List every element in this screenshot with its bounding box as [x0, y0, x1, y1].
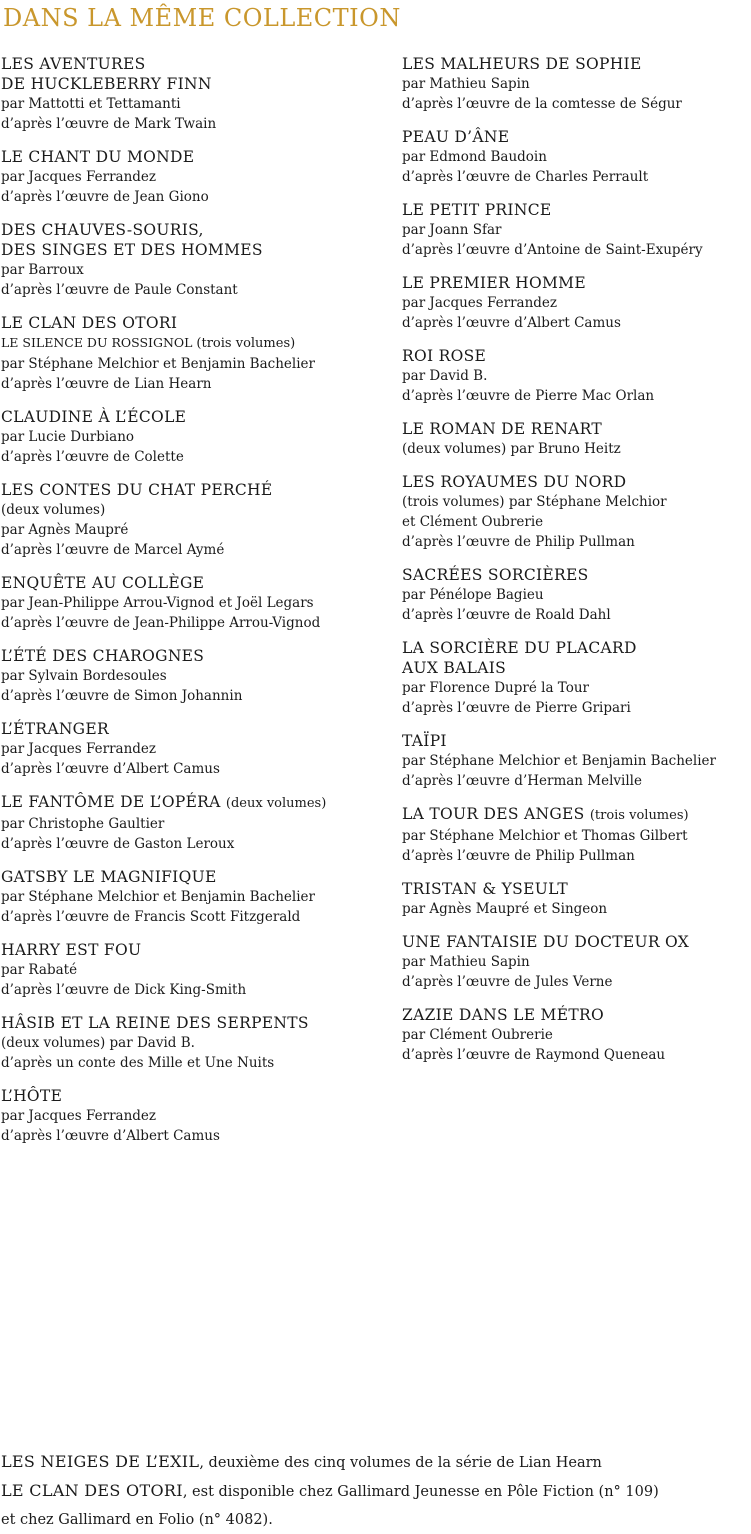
book-credit: d’après l’œuvre de Charles Perrault	[402, 169, 649, 185]
book-title	[1, 867, 381, 887]
book-entry	[402, 419, 749, 459]
book-credit: d’après l’œuvre de Mark Twain	[1, 116, 217, 132]
book-title	[402, 731, 749, 751]
book-title	[1, 480, 381, 500]
footer-note	[1, 1448, 751, 1534]
book-title	[402, 54, 749, 74]
book-credit: par Stéphane Melchior et Benjamin Bachelier	[1, 356, 315, 372]
book-credit: d’après l’œuvre de la comtesse de Ségur	[402, 96, 682, 112]
book-title-text: LA SORCIÈRE DU PLACARD	[402, 639, 637, 657]
book-title	[1, 573, 381, 593]
book-credit: par Jacques Ferrandez	[1, 741, 157, 757]
book-entry	[402, 346, 749, 406]
right-column	[402, 54, 749, 1078]
book-title	[1, 54, 381, 74]
book-credit: par Pénélope Bagieu	[402, 587, 544, 603]
book-credit: d’après l’œuvre de Jean-Philippe Arrou-Vignod	[1, 615, 321, 631]
book-title	[1, 147, 381, 167]
book-credit: par Mathieu Sapin	[402, 76, 530, 92]
book-credit: d’après l’œuvre de Raymond Queneau	[402, 1047, 666, 1063]
book-entry	[402, 879, 749, 919]
book-title-text: LES AVENTURES	[1, 55, 146, 73]
book-title	[1, 719, 381, 739]
book-title-text: LE CHANT DU MONDE	[1, 148, 195, 166]
book-credit: par Jacques Ferrandez	[1, 1108, 157, 1124]
book-credit: d’après l’œuvre de Dick King-Smith	[1, 982, 247, 998]
book-title	[1, 940, 381, 960]
book-title-text: L’HÔTE	[1, 1087, 63, 1105]
book-title-text: LE ROMAN DE RENART	[402, 420, 603, 438]
book-title-text: PEAU D’ÂNE	[402, 128, 510, 146]
book-title-text: ROI ROSE	[402, 347, 487, 365]
book-entry	[402, 200, 749, 260]
book-title-text: LE FANTÔME DE L’OPÉRA	[1, 793, 221, 811]
book-credit: par Mattotti et Tettamanti	[1, 96, 181, 112]
book-title-text: DES SINGES ET DES HOMMES	[1, 241, 263, 259]
book-credit: d’après l’œuvre d’Albert Camus	[1, 761, 220, 777]
book-credit: par Stéphane Melchior et Thomas Gilbert	[402, 828, 688, 844]
book-credit: d’après l’œuvre de Colette	[1, 449, 184, 465]
book-title-text: SACRÉES SORCIÈRES	[402, 566, 589, 584]
book-title	[402, 565, 749, 585]
book-credit: par Agnès Maupré	[1, 522, 129, 538]
book-title	[1, 407, 381, 427]
book-credit: par Stéphane Melchior et Benjamin Bachelier	[1, 889, 315, 905]
book-credit: d’après l’œuvre de Gaston Leroux	[1, 836, 235, 852]
book-title	[402, 472, 749, 492]
book-credit: d’après l’œuvre de Francis Scott Fitzgerald	[1, 909, 301, 925]
book-title	[402, 1005, 749, 1025]
book-title	[1, 1086, 381, 1106]
book-title-text: L’ÉTRANGER	[1, 720, 109, 738]
left-column	[1, 54, 381, 1159]
book-title	[402, 638, 749, 658]
volume-note: (trois volumes)	[196, 336, 296, 351]
book-credit: par Jacques Ferrandez	[1, 169, 157, 185]
book-entry	[1, 1086, 381, 1146]
book-entry	[402, 472, 749, 552]
book-title-text: AUX BALAIS	[402, 659, 507, 677]
book-title-text: DES CHAUVES-SOURIS,	[1, 221, 204, 239]
book-title-text: HÂSIB ET LA REINE DES SERPENTS	[1, 1014, 309, 1032]
book-title	[1, 220, 381, 240]
book-title-text: UNE FANTAISIE DU DOCTEUR OX	[402, 933, 690, 951]
book-credit: par Florence Dupré la Tour	[402, 680, 590, 696]
book-credit: par Christophe Gaultier	[1, 816, 165, 832]
book-entry	[402, 1005, 749, 1065]
book-title	[1, 313, 381, 333]
book-credit: d’après l’œuvre de Roald Dahl	[402, 607, 611, 623]
book-entry	[1, 940, 381, 1000]
book-credit: par Joann Sfar	[402, 222, 502, 238]
book-credit: par Clément Oubrerie	[402, 1027, 553, 1043]
book-entry	[1, 1013, 381, 1073]
book-credit: d’après l’œuvre de Paule Constant	[1, 282, 238, 298]
volume-note: (trois volumes)	[589, 808, 689, 823]
book-title	[402, 879, 749, 899]
book-credit: par Jacques Ferrandez	[402, 295, 558, 311]
book-credit: d’après l’œuvre de Philip Pullman	[402, 534, 635, 550]
book-entry	[1, 719, 381, 779]
book-title-text: LES MALHEURS DE SOPHIE	[402, 55, 642, 73]
book-title-text: LE PETIT PRINCE	[402, 201, 552, 219]
book-title-text: TAÏPI	[402, 732, 447, 750]
book-entry	[402, 638, 749, 718]
book-entry	[1, 573, 381, 633]
book-title	[402, 273, 749, 293]
book-title-text: LA TOUR DES ANGES	[402, 805, 585, 823]
footer-series-title: LE CLAN DES OTORI	[1, 1481, 183, 1500]
book-title	[402, 932, 749, 952]
book-credit: d’après l’œuvre de Jules Verne	[402, 974, 613, 990]
footer-text: , est disponible chez Gallimard Jeunesse en Pôle Fiction (n° 109)	[182, 1484, 659, 1500]
book-entry	[1, 867, 381, 927]
book-entry	[1, 147, 381, 207]
book-title-text: HARRY EST FOU	[1, 941, 142, 959]
book-credit: d’après l’œuvre d’Herman Melville	[402, 773, 642, 789]
book-subtitle-text: LE SILENCE DU ROSSIGNOL	[1, 335, 193, 350]
book-credit: d’après l’œuvre d’Albert Camus	[1, 1128, 220, 1144]
book-credit: d’après l’œuvre de Simon Johannin	[1, 688, 243, 704]
book-entry	[402, 565, 749, 625]
volume-note: (deux volumes)	[225, 796, 327, 811]
book-title-text: LE CLAN DES OTORI	[1, 314, 178, 332]
book-credit: par Sylvain Bordesoules	[1, 668, 167, 684]
book-title	[402, 346, 749, 366]
footer-line-3	[1, 1506, 751, 1534]
book-credit: (deux volumes) par David B.	[1, 1035, 195, 1051]
book-entry	[402, 54, 749, 114]
book-credit: et Clément Oubrerie	[402, 514, 544, 530]
book-title	[1, 74, 381, 94]
book-title-text: GATSBY LE MAGNIFIQUE	[1, 868, 217, 886]
book-credit: par Barroux	[1, 262, 84, 278]
book-credit: par David B.	[402, 368, 488, 384]
footer-text: , deuxième des cinq volumes de la série de Lian Hearn	[199, 1455, 602, 1471]
page-title: DANS LA MÊME COLLECTION	[3, 4, 401, 32]
footer-text: et chez Gallimard en Folio (n° 4082).	[1, 1512, 273, 1528]
book-credit: par Edmond Baudoin	[402, 149, 547, 165]
book-credit: d’après l’œuvre de Philip Pullman	[402, 848, 635, 864]
book-entry	[402, 127, 749, 187]
book-title	[1, 1013, 381, 1033]
book-credit: par Stéphane Melchior et Benjamin Bachelier	[402, 753, 716, 769]
book-entry	[402, 273, 749, 333]
book-entry	[1, 792, 381, 854]
book-title	[1, 792, 381, 814]
book-subtitle	[1, 333, 381, 354]
book-title	[402, 127, 749, 147]
book-title	[402, 658, 749, 678]
book-credit: (deux volumes) par Bruno Heitz	[402, 441, 621, 457]
book-title	[402, 200, 749, 220]
book-credit: d’après l’œuvre de Pierre Mac Orlan	[402, 388, 655, 404]
book-title-text: L’ÉTÉ DES CHAROGNES	[1, 647, 205, 665]
footer-line-2	[1, 1477, 751, 1506]
book-title-text: CLAUDINE À L’ÉCOLE	[1, 408, 187, 426]
book-credit: d’après l’œuvre de Jean Giono	[1, 189, 209, 205]
book-title	[1, 240, 381, 260]
book-credit: (deux volumes)	[1, 502, 106, 518]
book-entry	[402, 804, 749, 866]
book-title-text: LES CONTES DU CHAT PERCHÉ	[1, 481, 273, 499]
book-title-text: DE HUCKLEBERRY FINN	[1, 75, 212, 93]
book-credit: (trois volumes) par Stéphane Melchior	[402, 494, 667, 510]
footer-line-1	[1, 1448, 751, 1477]
book-title-text: TRISTAN & YSEULT	[402, 880, 569, 898]
book-entry	[1, 313, 381, 394]
book-title-text: LE PREMIER HOMME	[402, 274, 586, 292]
book-entry	[402, 731, 749, 791]
book-entry	[1, 407, 381, 467]
book-credit: par Rabaté	[1, 962, 78, 978]
book-entry	[1, 220, 381, 300]
book-title	[402, 419, 749, 439]
book-entry	[1, 646, 381, 706]
book-credit: d’après l’œuvre d’Albert Camus	[402, 315, 621, 331]
book-entry	[1, 480, 381, 560]
book-entry	[1, 54, 381, 134]
book-entry	[402, 932, 749, 992]
book-credit: par Mathieu Sapin	[402, 954, 530, 970]
book-credit: d’après un conte des Mille et Une Nuits	[1, 1055, 275, 1071]
book-title-text: ENQUÊTE AU COLLÈGE	[1, 574, 205, 592]
book-credit: par Jean-Philippe Arrou-Vignod et Joël Legars	[1, 595, 314, 611]
book-credit: d’après l’œuvre de Lian Hearn	[1, 376, 212, 392]
book-credit: d’après l’œuvre de Marcel Aymé	[1, 542, 225, 558]
book-title-text: ZAZIE DANS LE MÉTRO	[402, 1006, 604, 1024]
book-credit: d’après l’œuvre d’Antoine de Saint-Exupéry	[402, 242, 703, 258]
book-title-text: LES ROYAUMES DU NORD	[402, 473, 627, 491]
footer-book-title: LES NEIGES DE L’EXIL	[1, 1452, 200, 1471]
book-title	[1, 646, 381, 666]
book-title	[402, 804, 749, 826]
book-credit: par Agnès Maupré et Singeon	[402, 901, 608, 917]
book-credit: d’après l’œuvre de Pierre Gripari	[402, 700, 631, 716]
book-credit: par Lucie Durbiano	[1, 429, 135, 445]
